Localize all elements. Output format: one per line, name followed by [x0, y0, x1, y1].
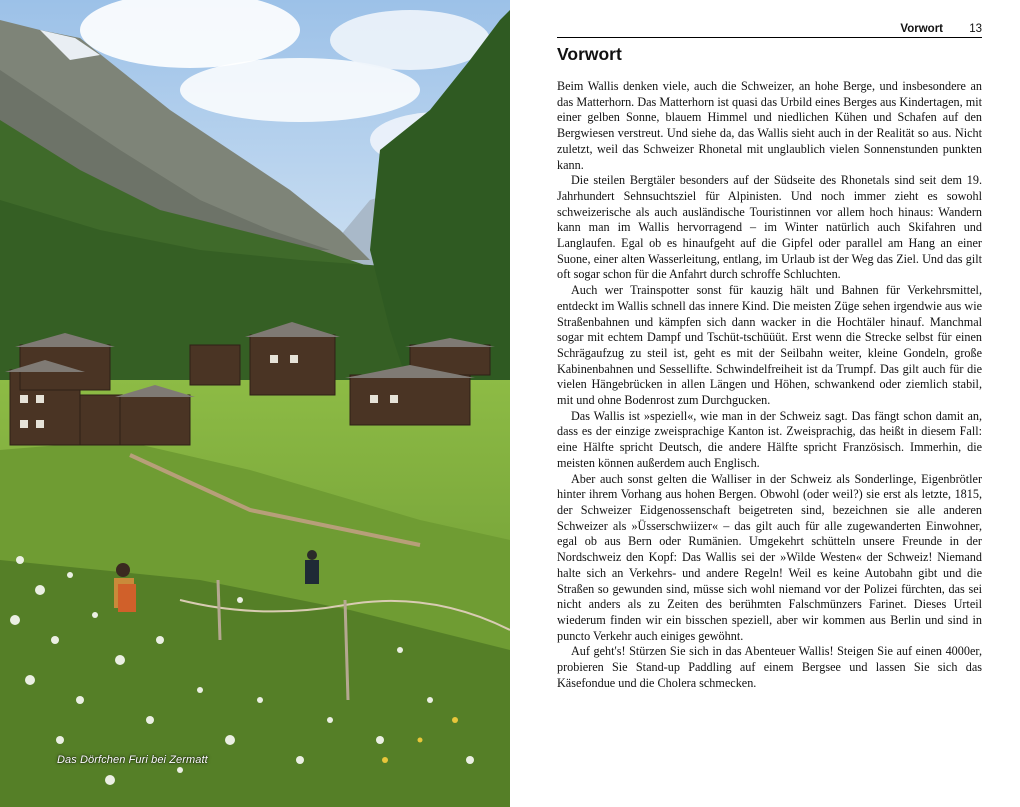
paragraph: Das Wallis ist »speziell«, wie man in der Schweiz sagt. Das fängt schon damit an, dass es der einzige zweisprachige Kanton ist. Zweisprachig, das heißt in diesem Fall: eine Hälfte spricht Deutsch, die andere Hälfte spricht Französisch. Immerhin, die meisten können außerdem auch Englisch. — [557, 408, 982, 470]
photo-caption: Das Dörfchen Furi bei Zermatt — [57, 754, 208, 766]
paragraph: Die steilen Bergtäler besonders auf der Südseite des Rhonetals sind seit dem 19. Jahrhundert Sehnsuchtsziel für Alpinisten. Und noch immer zieht es sowohl schweizerische als auch ausländische Touristinnen vor allem hoch hinaus: Wandern kann man im Wallis hervorragend – im Winter natürlich auch Skifahren und Langlaufen. Egal ob es hinaufgeht auf die Gipfel oder parallel am Hang an einer Suone, einer alten Wasserleitung, entlang, im Urlaub ist der Weg das Ziel. Und das gilt oft sogar schon für die Anfahrt durch schroffe Schluchten. — [557, 173, 982, 282]
running-header — [557, 23, 982, 38]
body-text — [557, 79, 982, 691]
paragraph: Auf geht's! Stürzen Sie sich in das Abenteuer Wallis! Steigen Sie auf einen 4000er, probieren Sie Stand-up Paddling auf einem Bergsee und lassen Sie sich das Käsefondue und die Cholera schmecken. — [557, 644, 982, 690]
paragraph: Auch wer Trainspotter sonst für kauzig hält und Bahnen für Verkehrsmittel, entdeckt im Wallis schnell das innere Kind. Die meisten Züge sehen irgendwie aus wie Straßenbahnen und kämpfen sich dann wacker in die Hochtäler hinauf. Manchmal sogar mit echtem Dampf und Tschüt-tschüüüt. Erst wenn die Strecke selbst für einen Schrägaufzug zu steil ist, geht es mit der Seilbahn weiter, kleine Gondeln, große Kabinenbahnen und Sessellifte. Schwindelfreiheit ist da Trumpf. Das gilt auch für die vielen Hängebrücken in allen Längen und Höhen, schwankend oder ziemlich stabil, mit und ohne Bodenrost zum Durchgucken. — [557, 283, 982, 408]
hiker-figure — [305, 550, 319, 584]
page-number: 13 — [969, 23, 982, 35]
running-header-section: Vorwort — [900, 23, 943, 35]
paragraph: Aber auch sonst gelten die Walliser in der Schweiz als Sonderlinge, Eigenbrötler hinter ihrem Vorhang aus hohen Bergen. Obwohl (oder weil?) sie erst als letzte, 1815, der Schweizer Eidgenossenschaft beigetreten sind, bezeichnen sie alle anderen Schweizer als »Üsserschwiizer« – das gilt auch für alle zugewanderten Einwohner, egal ob aus Bern oder Rumänien. Umgekehrt schütteln unsere Freunde in der Nordschweiz den Kopf: Das Wallis sei der »Wilde Westen« der Schweiz! Niemand halte sich an Verkehrs- und andere Regeln! Weil es keine Autobahn gibt und die Straßen so gewunden sind, müsse sich wohl niemand vor der Polizei fürchten, das sei nicht anders als zu Zeiten des berühmten Falschmünzers Farinet. Dieses Urteil wiederum finden wir ein bisschen speziell, aber wir kommen aus Berlin und sind in puncto Verkehr auch einiges gewöhnt. — [557, 471, 982, 643]
chapter-title: Vorwort — [557, 44, 622, 64]
paragraph: Beim Wallis denken viele, auch die Schweizer, an hohe Berge, und insbesondere an das Matterhorn. Das Matterhorn ist quasi das Urbild eines Berges aus Kindertagen, mit einer gelben Sonne, blauem Himmel und niedlichen Kühen und Schafen auf den Bergwiesen verstreut. Und siehe da, das Wallis sieht auch in der Realität so aus. Nicht zuletzt, weil das Schweizer Rhonetal mit unglaublich vielen Sonnenstunden punkten kann. — [557, 79, 982, 172]
